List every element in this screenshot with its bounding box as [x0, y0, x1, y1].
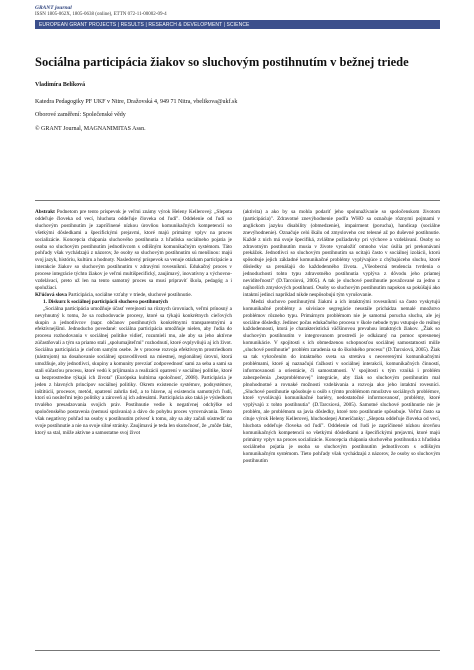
body-paragraph: (aktivita) a ako by sa mohla podariť jeho spolunažívanie so spoločenskom životom (participácia)". Zdravotné znevýhodnenie podľa WHO sa označuje rôznymi pojmami v anglickom jazyku disability (obmedzenie), impairment (porucha), handicap (sociálne znevýhodnenie). Označuje celú škálu od zmysloveho cez telesné až po duševné postihnutie. Každé z nich má svoje špecifiká, zvláštne požiadavky pri výchove a vzdelávaní. Osoby so zdravotným postihnutím musia v živote vynaložiť omnoho viac úsilia pri prekonávaní prekážok. Jednotlivci so sluchovým postihnutím sa ocitajú často v sociálnej izolácii, ktorú spôsobuje jejich základné komunikačné problémy vyplývajúce z chýbajúceho sluchu, ktoré dôsledky sa prenášajú do každodenného života. „Všeobecná tendencia tvrdenia o jednoduchosti tohto typu zdravotného postihnutia vyplýva z dôvodu jeho priamej neviditeľnosti" (D.Tarcsiová, 2005). A tak je sluchové postihnutie považované za jedno z najhorších zmyslových postihnutí. Osoby so sluchovým postihnutím napokon sa pokúšajú ako intaktní jedinci napríklad nikde nespôsobujú tým vyrušovanie.: [243, 209, 440, 298]
bottom-divider: [35, 650, 440, 651]
keywords-paragraph: [35, 292, 232, 299]
journal-issn: ISSN 1805-062X, 1805-0638 (online), ETTN 072-11-00002-09-4: [35, 12, 167, 17]
article-title: Sociálna participácia žiakov so sluchovým postihnutím v bežnej triede: [35, 55, 409, 69]
left-column: [35, 209, 232, 437]
top-divider: [35, 200, 440, 201]
journal-name: GRANT journal: [35, 5, 72, 11]
article-copyright: © GRANT Journal, MAGNANIMITAS Assn.: [35, 126, 146, 132]
body-paragraph: „Sociálna participácia umožňuje účasť verejnosti na rôznych úrovniach, veľmi prínosný a nevyhnutný k tomu, že sa rozhodovacie procesy, ktoré sa týkajú konkrétnych cieľových skupín a jednotlivcov (napr. občanov postihnutých konkrétnymi transparentnými a efektívnejšími. Jednoducho povedané: sociálna participácia umožňuje nielen, aby ľudia do procesu rozhodovania v sociálnej politike vidieť, rozumieli mu, ale aby sa jeho aktívne zúčastňovali a tým sa priamo stali „spolumajiteľmi" rozhodnutí, ktoré ovplyvňujú aj ich život. Sociálna participácia je cieľom samým osebe. Je v procese rozvoja efektívnym prostriedkom (nástrojom) na dosahovanie sociálnej spravodlivosti na miestnej, regionálnej úrovni, ktorá umožňuje, aby jednotlivci, skupiny a komunity prevziať zodpovednosť sami za seba a sami sa stali súčasťou procesu, ktoré vedú k prijímania a realizácii opatrení v sociálnej politike, ktoré sa bezprostredne týkajú ich života" (Európska kultúrna spoločnosť, 2008). Participácia je jeden z hlavných princípov sociálnej politiky. Okrem existencie systémov, podsystémov, inštitúcií, procesov, metód, opatrení zahrňa tiež, a to hlavne, aj existenciu samotných ľudí, ktorí sú nositeľmi tejto politiky a zároveň aj ich adresátmi. Participácia ako taká je výsledkom trvalého presadzovania svojich práv. Postihnutie vedie k negatívnej odchýlke od spoločenského postavenia (nemusí správania) a dávo do pohybu proces vyrovnávania. Tento však negatívny pohľad na osoby s postihnutím prívesť k tomu, aby sa aby začali sústrediť na svoje postihnutie a nie na svoje silné stránky. Zaujímavá je teda len skutočnosť, že „môže fakt, ktorý sa stal, môže aktívne a samostatne svoj život: [35, 305, 232, 436]
keywords-text: Participácia, sociálne vzťahy v triede, sluchové postihnutie.: [68, 291, 192, 298]
section-heading: 1. Diskurz k sociálnej participácii sluchovo postihnutých: [43, 298, 168, 305]
journal-banner-text: EUROPEAN GRANT PROJECTS | RESULTS | RESEARCH & DEVELOPMENT | SCIENCE: [39, 21, 250, 28]
article-affiliation: Katedra Pedagogiky PF UKF v Nitre, Dražovská 4, 949 71 Nitra, vbelikova@ukf.sk: [35, 99, 238, 105]
article-author: Vladimíra Belíková: [35, 82, 86, 88]
body-paragraph: Medzi sluchovo postihnutými žiakmi a ich intaktnými rovesníkmi sa často vyskytujú komunikačné problémy a súvisiace segregácie neustále prichádza nemalé množstvo problémov rôzneho typu. Primárnym problémom nie je samotná porucha sluchu, ale jej sociálne dôsledky. Jedinec počas edukačného procesu v škole nebude typu vstupuje do reálnej každodennosti, ktorá je charakteristická väčšinovou prevahou intaktných žiakov. „Žiak so sluchovým postihnutím v integrovanom prostredí je odkázaný na pomoc spresnenej komunikácie. V spojitosti s ich obmedzenou schopnosťou sociálnej samostatnosti môže „sluchové postihnutie" problém zaradenia sa do školského procesu" (D.Tarcsiová, 2005). Žiak sa tak vykročením do intaktného sveta sa stretáva s neoverenými komunikačnými problémami, ktoré aj naznačujú ťažkosti v sociálnej interakcii, komunikačných činností, informovanosti a orientácie, či samostatnosti. V spojitosti s tým vzniká i problém zabezpečenia „bezproblémovej" integrácie, aby žiak so sluchovým postihnutím mal plnohodnotné a rovnaké možnosti vzdelávania a rozvoja ako jeho intaktní rovesníci. „Sluchové postihnutie spôsobuje u osôb s týmto problémom množstvo sociálnych problémov, ktoré vyvolávajú komunikačné bariéry, nedostatočné informovanosť, problémy, ktoré vyplývajú z tohto postihnutia" (D.Tarcsiová, 2005). Samotné sluchové postihnutie nie je problém, ale problémom sa javia dôsledky, ktoré toto postihnutie spôsobuje. Veľmi často sa cituje výrok Heleny Kellerovej, hluchoslepej Američanky: „Slepota oddeľuje človeka od vecí, hluchota oddeľuje človeka od ľudí". Oddelenie od ľudí je zapríčinené nízkou úrovňou komunikačných kompetencií so všetkými dôsledkami a špecifickými prejavmi, ktoré majú primárny vplyv na proces socializácie. Koncepcia chápania sluchového postihnutia z hľadiska sociálneho pojatia je osoba so sluchovým postihnutím jednotlivcom s odlišným komunikačným systémom. Tieto pohľady však vychádzajú z názorov, že osoby so sluchovým postihnutím: [243, 298, 440, 464]
abstract-text: Podnetom pre tento príspevok je veľmi známy výrok Heleny Kellerovej: „Slepota oddeľuje človeka od vecí, hluchota oddeľuje človeka od ľudí". Oddelenie od ľudí so sluchovým postihnutím je zapríčinené nízkou úrovňou komunikačných kompetencií so všetkými dôsledkami a špecifickými prejavmi, ktoré majú primárny vplyv na proces socializácie. Koncepcia chápania sluchového postihnutia z hľadiska sociálneho pojatia je osoba so sluchovým postihnutím jednotlivcom s odlišným komunikačným systémom. Táto pohľady však vychádzajú z názorov, že osoby so sluchovým postihnutím sú menšinou: majú svoj jazyk, históriu, kultúru a hodnoty. Nasledovný príspevok sa venuje otázkam participácie a interakcie žiakov so sluchovým postihnutím v zdravými rovesníkmi. Edukačný proces v procese integrácie týchto žiakov je veľmi multišpecifický, zaujímavý, inovatívny a výchovno-vzdelávací, preto už len na tento samotný proces sa musí pripraviť škola, pedagóg a i spolužiaci.: [35, 209, 232, 291]
abstract-label: Abstrakt: [35, 209, 55, 215]
keywords-label: Kľúčová slova: [35, 291, 67, 298]
abstract-paragraph: [35, 209, 232, 292]
article-field: Oborové zaměření: Společenské vědy: [35, 112, 126, 118]
right-column: [243, 209, 440, 465]
journal-banner: [35, 20, 440, 29]
